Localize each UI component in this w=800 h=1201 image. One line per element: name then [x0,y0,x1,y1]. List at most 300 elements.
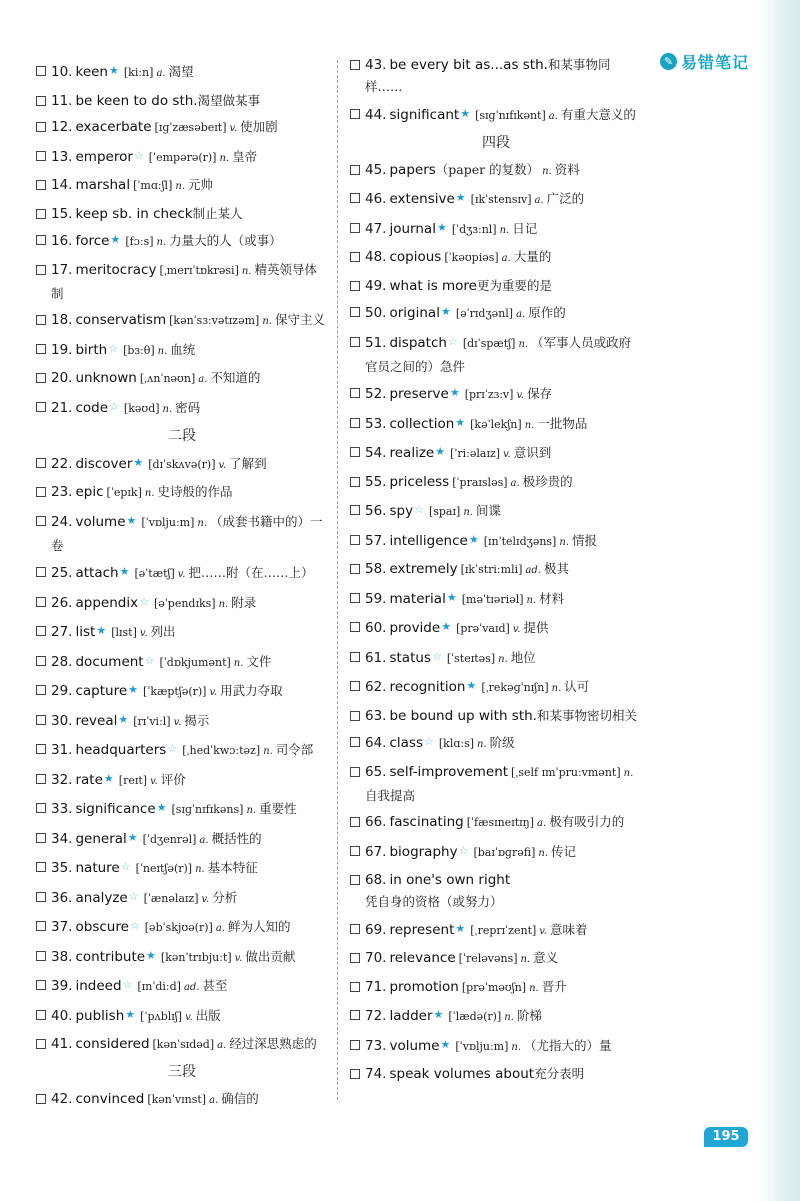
entry-meaning: （尤指大的）量 [524,1037,612,1053]
checkbox[interactable] [350,60,360,70]
checkbox[interactable] [350,767,360,777]
entry-meaning: 把……附（在……上） [188,565,314,580]
entry-text [51,452,328,477]
entry-pos: a. [156,68,166,79]
page-edge-tint [758,0,800,1201]
entry-pos: n. [263,746,273,757]
entry-word: considered [75,1036,150,1052]
entry-number: 66. [365,814,387,830]
entry-pos: n. [197,517,208,529]
vocab-entry [350,217,642,242]
entry-pos: n. [477,739,487,750]
entry-phonetic: [ˈdʒɜːnl] [451,222,497,236]
checkbox[interactable] [36,921,46,931]
entry-phonetic: [sɪɡˈnɪfɪkəns] [171,803,244,816]
entry-phonetic: [əˈpendɪks] [153,596,216,610]
checkbox[interactable] [350,535,360,545]
entry-pos: v. [539,925,547,937]
vocab-entry [350,869,642,913]
checkbox[interactable] [350,477,360,487]
checkbox[interactable] [350,307,360,317]
vocab-entry [36,915,328,940]
entry-phonetic: [ɪnˈdiːd] [137,980,181,993]
checkbox[interactable] [36,1039,46,1049]
entry-text [365,976,642,1000]
entry-text [365,382,642,407]
checkbox[interactable] [350,622,360,632]
entry-phonetic: [ˈpraɪsləs] [452,475,508,489]
entry-number: 34. [51,830,73,847]
entry-phonetic: [ˈvɒljuːm] [455,1039,509,1053]
star-icon: ★ [127,830,138,844]
entry-text [365,947,642,971]
entry-number: 14. [51,177,73,193]
entry-meaning: 大量的 [513,249,552,264]
entry-text [365,471,642,495]
entry-phonetic: [ɪnˈtelɪdʒəns] [483,534,557,548]
left-column [36,60,328,1117]
entry-number: 59. [365,590,387,607]
checkbox[interactable] [36,1010,46,1020]
checkbox[interactable] [350,681,360,691]
entry-phonetic: [ɪkˈstensɪv] [470,193,532,206]
entry-pos: v. [516,390,525,401]
checkbox[interactable] [350,447,360,457]
checkbox[interactable] [350,924,360,934]
entry-text [365,918,642,943]
entry-phonetic: [ˈdɒkjumənt] [159,655,231,669]
entry-pos: n. [246,805,257,816]
entry-pos: a. [209,1095,219,1106]
right-column [350,54,642,1090]
hollow-star-icon: ☆ [133,148,144,162]
checkbox[interactable] [36,122,46,132]
entry-text [51,768,328,793]
entry-phonetic: [ˌreprɪˈzent] [470,923,537,937]
entry-word: analyze [75,889,128,906]
hollow-star-icon: ☆ [128,889,139,903]
checkbox[interactable] [350,982,360,992]
vocab-entry [36,679,328,704]
checkbox[interactable] [36,487,46,497]
checkbox[interactable] [350,1040,360,1050]
star-icon: ★ [125,1007,136,1021]
vocab-entry [350,731,642,756]
entry-pos: n. [518,338,529,350]
vocab-entry [350,159,642,183]
entry-phonetic: [kənˈtrɪbjuːt] [160,950,232,964]
checkbox[interactable] [36,1094,46,1104]
entry-pos: v. [229,123,238,134]
entry-pos: a. [217,1040,227,1051]
entry-number: 26. [51,594,73,611]
entry-pos: v. [234,952,243,964]
section-heading-text: 四段 [482,134,510,151]
star-icon: ★ [146,948,156,962]
star-icon: ★ [446,590,457,604]
checkbox[interactable] [36,458,46,468]
checkbox[interactable] [350,418,360,428]
entry-pos: n. [511,1041,522,1053]
vocab-entry [350,441,642,466]
entry-phonetic: [əbˈskjʊə(r)] [144,921,213,934]
entry-pos: n. [195,864,205,875]
entry-word: extremely [389,561,458,577]
vocab-entry [36,145,328,170]
entry-word: epic [75,484,104,500]
entry-text [365,159,642,183]
entry-text [51,856,328,881]
entry-number: 30. [51,712,73,729]
entry-number: 71. [365,978,387,995]
checkbox[interactable] [36,402,46,412]
star-icon: ★ [440,1037,451,1051]
entry-pos: v. [218,459,227,471]
entry-number: 22. [51,455,73,472]
checkbox[interactable] [350,281,360,291]
entry-phonetic: [kənˈvɪnst] [147,1093,207,1106]
entry-text [365,529,642,554]
entry-phonetic: [ˌhedˈkwɔːtəz] [182,744,261,757]
checkbox[interactable] [350,652,360,662]
entry-word: spy [389,503,414,519]
checkbox[interactable] [350,1069,360,1079]
vocab-entry [36,797,328,822]
checkbox[interactable] [350,193,360,203]
entry-meaning: 了解到 [229,455,267,471]
entry-meaning: 传记 [551,843,577,859]
entry-meaning: 晋升 [541,978,567,994]
vocab-entry [36,60,328,85]
entry-word: provide [389,620,441,636]
entry-meaning: 保存 [527,386,553,401]
checkbox[interactable] [36,685,46,695]
entry-number: 29. [51,683,73,699]
vocab-entry [36,259,328,305]
entry-word: indeed [75,978,122,994]
entry-number: 68. [365,872,387,888]
entry-pos: v. [177,569,186,580]
entry-number: 17. [51,261,73,278]
entry-number: 16. [51,233,73,249]
vocab-entry [36,367,328,391]
checkbox[interactable] [36,626,46,636]
entry-word: papers [389,161,436,178]
entry-phonetic: [dɪˈskʌvə(r)] [148,457,216,471]
checkbox[interactable] [350,593,360,603]
vocab-entry [36,1004,328,1029]
vocab-entry [350,1034,642,1059]
star-icon: ★ [433,1008,444,1021]
entry-text [365,869,642,913]
column-divider [337,60,338,1100]
checkbox[interactable] [350,252,360,262]
section-heading-text: 三段 [168,1064,196,1080]
entry-word: material [389,590,446,607]
entry-number: 10. [51,64,73,80]
entry-number: 58. [365,561,387,577]
entry-meaning: 阶梯 [516,1008,542,1023]
header-title: 易错笔记 [681,52,750,72]
entry-phonetic: [ˌʌnˈnəʊn] [139,372,196,385]
star-icon: ★ [103,771,114,785]
entry-pos: v. [173,716,182,728]
checkbox[interactable] [36,373,46,383]
checkbox[interactable] [36,96,46,106]
vocab-entry [350,840,642,865]
entry-text [51,145,328,170]
vocab-entry [36,309,328,333]
entry-pos: a. [510,477,520,489]
entry-text [365,412,642,437]
checkbox[interactable] [36,597,46,607]
checkbox[interactable] [350,223,360,233]
checkbox[interactable] [36,265,46,275]
entry-phonetic: [ɪɡˈzæsəbeɪt] [154,121,227,134]
entry-meaning: 制止某人 [192,205,243,221]
entry-word: priceless [389,473,450,490]
entry-phonetic: [ˈvɒljuːm] [141,515,195,529]
entry-word: conservatism [75,312,167,328]
entry-number: 27. [51,624,73,640]
entry-text [51,797,328,822]
checkbox[interactable] [350,388,360,398]
entry-pos: a. [516,309,526,320]
entry-text [51,481,328,505]
hollow-star-icon: ☆ [167,742,178,755]
entry-meaning: 渴望做某事 [197,92,261,108]
entry-word: publish [75,1007,125,1024]
entry-number: 50. [365,305,387,321]
entry-phonetic: [ˈpʌblɪʃ] [140,1009,183,1023]
star-icon: ★ [460,106,471,120]
star-icon: ★ [440,305,451,318]
entry-meaning: 使加剧 [240,119,278,134]
checkbox[interactable] [350,505,360,515]
entry-word: general [75,830,127,847]
entry-text [365,54,642,98]
checkbox[interactable] [350,711,360,721]
entry-phonetic: [ˈmɑːʃl] [133,179,173,192]
vocab-entry [350,976,642,1000]
vocab-entry [36,620,328,645]
entry-meaning: 基本特征 [207,860,258,875]
entry-text [365,301,642,326]
vocab-entry [36,1088,328,1112]
entry-number: 41. [51,1036,73,1052]
entry-number: 42. [51,1091,73,1107]
entry-meaning: （成套书籍中的）一卷 [51,513,323,553]
star-icon: ★ [156,801,167,814]
vocab-entry [36,886,328,911]
entry-pos: a. [537,818,547,829]
entry-phonetic: [ˌself ɪmˈpruːvmənt] [511,765,621,779]
entry-word: capture [75,683,128,699]
checkbox[interactable] [36,567,46,577]
entry-pos: n. [529,982,539,994]
star-icon: ★ [436,220,447,234]
entry-number: 45. [365,161,387,178]
checkbox[interactable] [350,846,360,856]
entry-pos: ad. [183,982,200,993]
entry-number: 37. [51,919,73,935]
vocab-entry [36,591,328,616]
entry-text [51,203,328,225]
entry-text [365,811,642,835]
entry-word: self-improvement [389,763,509,780]
entry-text [51,591,328,616]
vocab-entry [36,338,328,363]
hollow-star-icon: ☆ [424,735,434,748]
entry-text [51,915,328,940]
entry-phonetic: [spaɪ] [428,505,461,518]
vocab-entry [350,1004,642,1029]
hollow-star-icon: ☆ [458,843,469,857]
checkbox[interactable] [36,774,46,784]
vocab-entry [350,54,642,98]
checkbox[interactable] [350,109,360,119]
entry-pos: n. [233,657,244,669]
entry-number: 25. [51,565,73,581]
entry-text [365,103,642,128]
checkbox[interactable] [36,862,46,872]
checkbox[interactable] [36,235,46,245]
entry-meaning: 和某事物密切相关 [536,707,637,723]
entry-number: 70. [365,950,387,966]
entry-word: meritocracy [75,261,157,278]
checkbox[interactable] [350,165,360,175]
entry-meaning: 日记 [512,220,538,236]
entry-text [365,761,642,807]
vocab-entry [350,246,642,270]
entry-number: 51. [365,334,387,351]
vocab-entry [350,301,642,326]
entry-number: 36. [51,889,73,906]
checkbox[interactable] [36,344,46,354]
entry-meaning: 密码 [175,399,201,415]
entry-number: 53. [365,415,387,432]
checkbox[interactable] [350,564,360,574]
checkbox[interactable] [36,892,46,902]
vocab-entry [36,174,328,198]
entry-meaning: 用武力夺取 [220,683,283,698]
vocab-entry [350,616,642,641]
checkbox[interactable] [36,656,46,666]
entry-text [51,259,328,305]
vocab-entry [36,709,328,734]
entry-pos: n. [241,265,252,277]
entry-word: document [75,653,144,670]
entry-word: ladder [389,1008,433,1024]
entry-meaning: 自我提高 [365,787,416,803]
entry-phonetic: [əˈrɪdʒənl] [455,307,514,320]
entry-text [51,620,328,645]
hollow-star-icon: ☆ [120,860,131,873]
entry-pos: v. [150,775,158,787]
entry-text [365,187,642,212]
entry-word: nature [75,860,120,876]
entry-meaning: 间谍 [475,503,501,518]
entry-phonetic: [lɪst] [111,626,137,639]
entry-pos: n. [520,954,531,965]
checkbox[interactable] [36,66,46,76]
entry-number: 31. [51,742,73,758]
entry-meaning: 确信的 [221,1091,259,1106]
checkbox[interactable] [36,180,46,190]
checkbox[interactable] [36,744,46,754]
entry-word: code [75,399,109,416]
entry-meaning: 更为重要的是 [476,277,552,293]
vocab-entry [350,918,642,943]
entry-meaning: 渴望 [168,64,194,79]
entry-text [365,1004,642,1029]
entry-meaning: 揭示 [184,712,210,728]
checkbox[interactable] [36,209,46,219]
checkbox[interactable] [36,803,46,813]
entry-word: birth [75,341,108,358]
checkbox[interactable] [350,817,360,827]
entry-text [365,1063,642,1085]
entry-phonetic: [ˈneɪtʃə(r)] [135,862,193,875]
checkbox[interactable] [36,315,46,325]
entry-phonetic: [reɪt] [118,773,148,787]
entry-word: discover [75,455,133,472]
section-heading [350,133,642,153]
entry-pos: a. [198,374,208,385]
checkbox[interactable] [36,715,46,725]
entry-meaning: （军事人员或政府官员之间的）急件 [365,334,632,374]
entry-text [51,367,328,391]
checkbox[interactable] [36,151,46,161]
star-icon: ★ [128,683,139,696]
hollow-star-icon: ☆ [431,649,442,663]
entry-number: 15. [51,205,73,222]
checkbox[interactable] [36,833,46,843]
checkbox[interactable] [350,875,360,885]
checkbox[interactable] [350,953,360,963]
entry-text [51,510,328,557]
entry-phonetic: [dɪˈspætʃ] [462,336,516,350]
entry-word: significance [75,801,156,817]
entry-text [51,827,328,852]
entry-number: 65. [365,763,387,780]
checkbox[interactable] [36,980,46,990]
entry-word: relevance [389,950,456,966]
star-icon: ★ [118,712,129,726]
vocab-entry [36,203,328,225]
star-icon: ★ [466,679,477,692]
checkbox[interactable] [36,951,46,961]
vocab-entry [350,471,642,495]
checkbox[interactable] [350,1010,360,1020]
entry-word: extensive [389,191,455,207]
entry-word: list [75,624,96,640]
entry-meaning: 阶级 [489,735,515,750]
checkbox[interactable] [350,737,360,747]
vocab-entry [350,675,642,700]
vocab-entry [350,1063,642,1085]
entry-phonetic: [ˈsteɪtəs] [446,651,496,665]
vocab-entry [350,646,642,671]
hollow-star-icon: ☆ [447,334,458,348]
checkbox[interactable] [36,516,46,526]
entry-meaning: 广泛的 [546,191,585,206]
vocab-entry [36,116,328,140]
entry-word: journal [389,220,436,237]
entry-meaning: 极珍贵的 [522,473,573,489]
entry-word: speak volumes about [389,1066,535,1082]
checkbox[interactable] [350,337,360,347]
